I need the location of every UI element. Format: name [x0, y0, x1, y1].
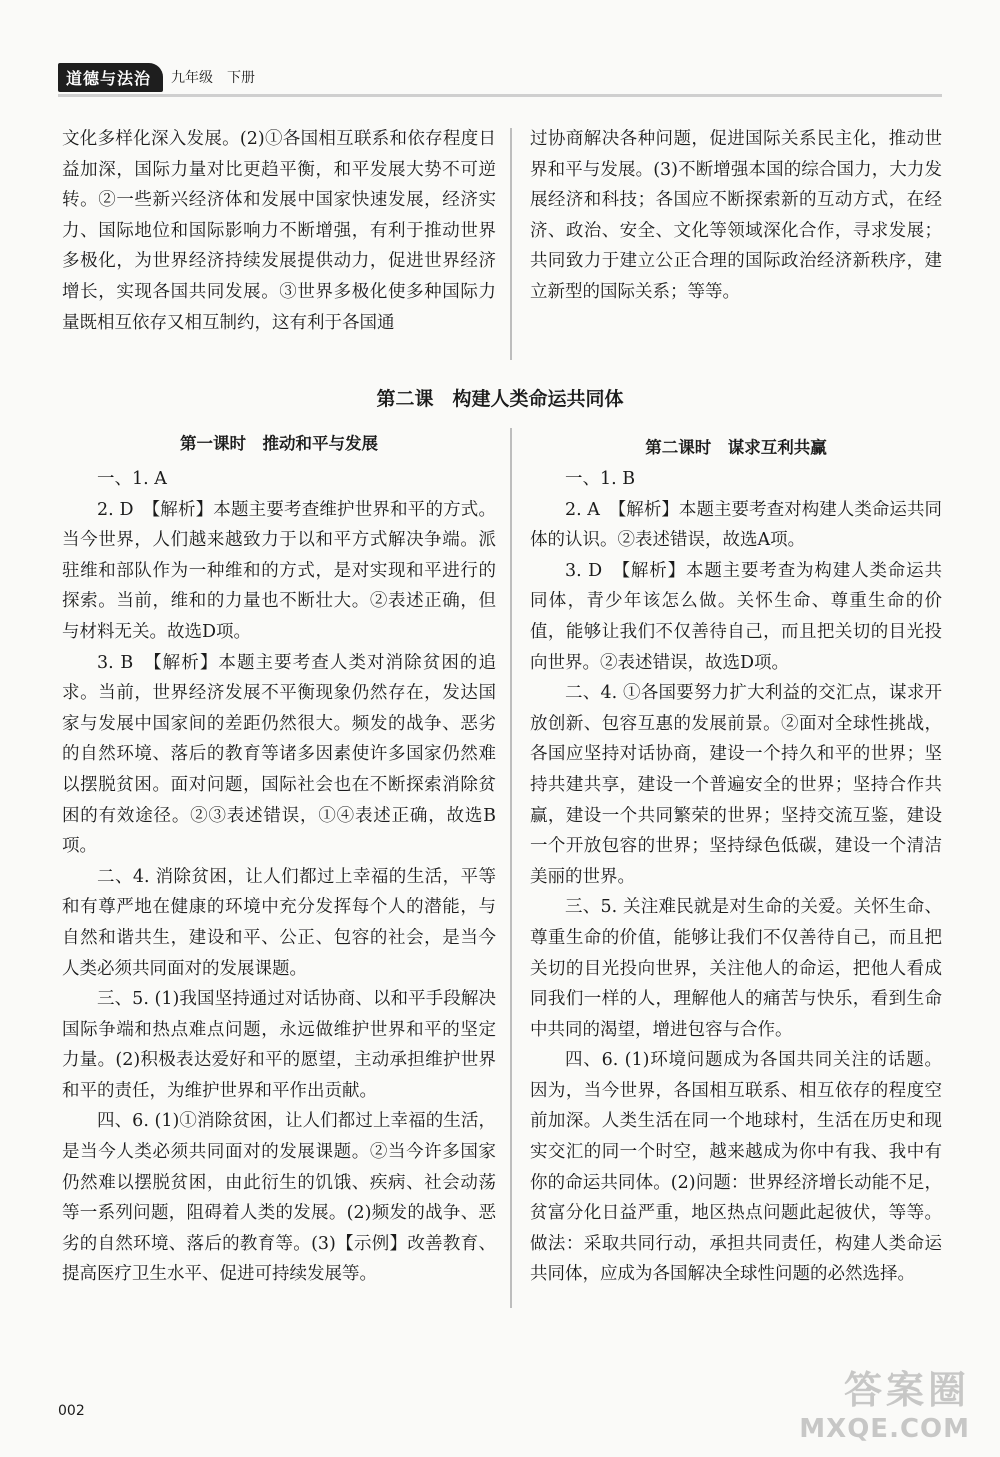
- answer-paragraph: 3. B 【解析】本题主要考查人类对消除贫困的追求。当前，世界经济发展不平衡现象仍然存在，发达国家与发展中国家间的差距仍然很大。频发的战争、恶劣的自然环境、落后的教育等诸多因素使许多国家仍然难以摆脱贫困。面对问题，国际社会也在不断探索消除贫困的有效途径。②③表述错误，①④表述正确，故选B项。: [62, 652, 496, 857]
- left-section-title: 第一课时 推动和平与发展: [180, 434, 378, 453]
- top-left-column: [62, 124, 496, 338]
- watermark-text: 答案圈: [843, 1368, 970, 1412]
- top-column-divider: [510, 128, 512, 360]
- answer-paragraph: 一、1. A: [97, 469, 167, 489]
- left-answer-column: [62, 464, 496, 1290]
- top-right-paragraph: 过协商解决各种问题，促进国际关系民主化，推动世界和平与发展。(3)不断增强本国的综合国力，大力发展经济和科技；各国应不断探索新的互动方式，在经济、政治、安全、文化等领域深化合作，寻求发展；共同致力于建立公正合理的国际政治经济新秩序，建立新型的国际关系；等等。: [530, 129, 942, 302]
- answer-paragraph: 二、4. 消除贫困，让人们都过上幸福的生活，平等和有尊严地在健康的环境中充分发挥每个人的潜能，与自然和谐共生，建设和平、公正、包容的社会，是当今人类必须共同面对的发展课题。: [62, 866, 496, 979]
- page-number: 002: [58, 1403, 85, 1419]
- answer-paragraph: 二、4. ①各国要努力扩大利益的交汇点，谋求开放创新、包容互惠的发展前景。②面对全球性挑战，各国应坚持对话协商，建设一个持久和平的世界；坚持共建共享，建设一个普遍安全的世界；坚持合作共赢，建设一个共同繁荣的世界；坚持交流互鉴，建设一个开放包容的世界；坚持绿色低碳，建设一个清洁美丽的世界。: [530, 683, 942, 887]
- subject-badge: 道德与法治: [58, 63, 163, 92]
- right-answer-column: [530, 464, 942, 1290]
- answer-paragraph: 2. A 【解析】本题主要考查对构建人类命运共同体的认识。②表述错误，故选A项。: [530, 499, 942, 551]
- answer-paragraph: 三、5. (1)我国坚持通过对话协商、以和平手段解决国际争端和热点难点问题，永远做维护世界和平的坚定力量。(2)积极表达爱好和平的愿望，主动承担维护世界和平的责任，为维护世界和平作出贡献。: [62, 989, 496, 1101]
- watermark-logo: [790, 1359, 970, 1449]
- watermark-url: MXQE.COM: [799, 1414, 970, 1444]
- lesson-title: 第二课 构建人类命运共同体: [376, 388, 624, 410]
- top-left-paragraph: 文化多样化深入发展。(2)①各国相互联系和依存程度日益加深，国际力量对比更趋平衡，和平发展大势不可逆转。②一些新兴经济体和发展中国家快速发展，经济实力、国际地位和国际影响力不断增强，有利于推动世界多极化，为世界经济持续发展提供动力，促进世界经济增长，实现各国共同发展。③世界多极化使多种国际力量既相互依存又相互制约，这有利于各国通: [62, 129, 496, 333]
- answer-paragraph: 四、6. (1)①消除贫困，让人们都过上幸福的生活，是当今人类必须共同面对的发展课题。②当今许多国家仍然难以摆脱贫困，由此衍生的饥饿、疾病、社会动荡等一系列问题，阻碍着人类的发展。(2)频发的战争、恶劣的自然环境、落后的教育等。(3)【示例】改善教育、提高医疗卫生水平、促进可持续发展等。: [62, 1111, 496, 1285]
- lower-column-divider: [510, 428, 512, 1308]
- running-header: [58, 62, 255, 92]
- grade-label: 九年级 下册: [171, 70, 256, 86]
- answer-paragraph: 2. D 【解析】本题主要考查维护世界和平的方式。当今世界，人们越来越致力于以和平方式解决争端。派驻维和部队作为一种维和的方式，是对实现和平进行的探索。当前，维和的力量也不断壮大。②表述正确，但与材料无关。故选D项。: [62, 499, 496, 642]
- answer-paragraph: 四、6. (1)环境问题成为各国共同关注的话题。因为，当今世界，各国相互联系、相互依存的程度空前加深。人类生活在同一个地球村，生活在历史和现实交汇的同一个时空，越来越成为你中有我、我中有你的命运共同体。(2)问题：世界经济增长动能不足，贫富分化日益严重，地区热点问题此起彼伏，等等。做法：采取共同行动，承担共同责任，构建人类命运共同体，应成为各国解决全球性问题的必然选择。: [530, 1050, 942, 1285]
- top-right-column: [530, 124, 942, 308]
- answer-paragraph: 3. D 【解析】本题主要考查为构建人类命运共同体，青少年该怎么做。关怀生命、尊重生命的价值，能够让我们不仅善待自己，而且把关切的目光投向世界。②表述错误，故选D项。: [530, 560, 942, 673]
- answer-paragraph: 三、5. 关注难民就是对生命的关爱。关怀生命、尊重生命的价值，能够让我们不仅善待自己，而且把关切的目光投向世界，关注他人的命运，把他人看成同我们一样的人，理解他人的痛苦与快乐，看到生命中共同的渴望，增进包容与合作。: [530, 897, 942, 1040]
- right-section-title: 第二课时 谋求互利共赢: [645, 438, 827, 457]
- answer-paragraph: 一、1. B: [565, 469, 636, 489]
- header-rule: [58, 94, 942, 97]
